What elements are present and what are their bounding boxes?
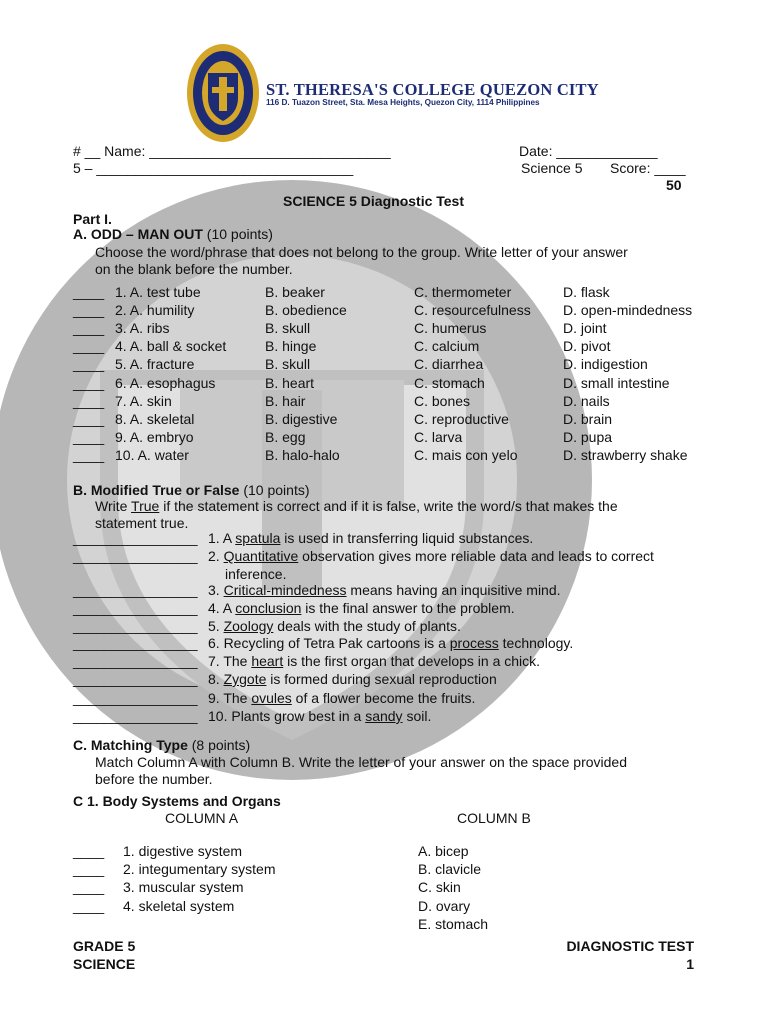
choice-b: B. skull xyxy=(265,356,311,373)
college-address: 116 D. Tuazon Street, Sta. Mesa Heights, Quezon City, 1114 Philippines xyxy=(266,98,540,107)
tf-statement: 3. Critical-mindedness means having an inquisitive mind. xyxy=(208,582,561,598)
choice-a: 8. A. skeletal xyxy=(115,410,195,427)
college-seal-logo xyxy=(186,43,260,143)
section-c-heading: C. Matching Type (8 points) xyxy=(73,737,251,753)
tf-statement: 7. The heart is the first organ that develops in a chick. xyxy=(208,653,541,669)
column-b-item: A. bicep xyxy=(418,843,469,859)
choice-d: D. open-mindedness xyxy=(563,302,693,319)
choice-a: 2. A. humility xyxy=(115,302,195,319)
footer-page-number: 1 xyxy=(686,956,694,972)
choice-a: 5. A. fracture xyxy=(115,356,195,373)
tf-item-2-continuation: inference. xyxy=(225,566,287,582)
section-a-instructions-1: Choose the word/phrase that does not belong to the group. Write letter of your answer xyxy=(95,244,628,260)
section-c-instructions-2: before the number. xyxy=(95,771,213,787)
answer-blank: ________________ xyxy=(73,618,198,634)
choice-c: C. reproductive xyxy=(414,410,509,427)
score-line: Score: ____ xyxy=(610,160,686,176)
footer-test-name: DIAGNOSTIC TEST xyxy=(566,938,694,954)
column-a-item: 4. skeletal system xyxy=(123,897,235,914)
column-b-label: COLUMN B xyxy=(457,810,531,826)
tf-statement: 10. Plants grow best in a sandy soil. xyxy=(208,708,432,724)
column-b-item: E. stomach xyxy=(418,915,489,932)
answer-blank: ________________ xyxy=(73,708,198,724)
choice-a: 6. A. esophagus xyxy=(115,374,216,391)
column-b-item: D. ovary xyxy=(418,897,471,914)
answer-blank: ________________ xyxy=(73,690,198,706)
choice-c: C. bones xyxy=(414,392,471,409)
choice-a: 9. A. embryo xyxy=(115,428,194,445)
choice-c: C. diarrhea xyxy=(414,356,484,373)
section-b-instructions-2: statement true. xyxy=(95,515,189,531)
choice-c: C. larva xyxy=(414,428,463,445)
answer-blank: ____ xyxy=(73,843,105,859)
choice-d: D. strawberry shake xyxy=(563,446,688,463)
choice-c: C. humerus xyxy=(414,320,487,337)
answer-blank: ____ xyxy=(73,861,105,878)
answer-blank: ________________ xyxy=(73,600,198,616)
tf-statement: 1. A spatula is used in transferring liquid substances. xyxy=(208,530,534,546)
choice-c: C. mais con yelo xyxy=(414,446,518,463)
section-c-instructions-1: Match Column A with Column B. Write the letter of your answer on the space provided xyxy=(95,754,627,770)
choice-d: D. small intestine xyxy=(563,374,670,391)
choice-a: 1. A. test tube xyxy=(115,284,201,300)
subject-label: Science 5 xyxy=(521,160,583,176)
answer-blank: ____ xyxy=(73,446,105,463)
answer-blank: ____ xyxy=(73,428,105,445)
answer-blank: ________________ xyxy=(73,635,198,651)
column-b-item: B. clavicle xyxy=(418,861,482,878)
choice-a: 7. A. skin xyxy=(115,392,172,409)
choice-d: D. pupa xyxy=(563,428,613,445)
column-a-item: 2. integumentary system xyxy=(123,861,276,878)
footer-subject: SCIENCE xyxy=(73,956,136,972)
tf-statement: 6. Recycling of Tetra Pak cartoons is a process technology. xyxy=(208,635,574,651)
answer-blank: ____ xyxy=(73,356,105,373)
choice-a: 10. A. water xyxy=(115,446,189,463)
name-line: # __ Name: _______________________________ xyxy=(73,143,391,159)
choice-d: D. joint xyxy=(563,320,607,337)
column-a-item: 3. muscular system xyxy=(123,879,244,896)
choice-c: C. calcium xyxy=(414,338,480,355)
answer-blank: ____ xyxy=(73,338,105,355)
answer-blank: ____ xyxy=(73,879,105,896)
answer-blank: ____ xyxy=(73,302,105,319)
choice-d: D. pivot xyxy=(563,338,611,355)
section-b-instructions-1: Write True if the statement is correct and if it is false, write the word/s that makes the xyxy=(95,498,618,514)
section-a-instructions-2: on the blank before the number. xyxy=(95,261,293,277)
choice-b: B. digestive xyxy=(265,410,338,427)
answer-blank: ____ xyxy=(73,392,105,409)
test-title: SCIENCE 5 Diagnostic Test xyxy=(283,193,465,209)
choice-d: D. nails xyxy=(563,392,610,409)
choice-a: 3. A. ribs xyxy=(115,320,170,337)
matching-subheading: C 1. Body Systems and Organs xyxy=(73,793,281,809)
choice-d: D. brain xyxy=(563,410,613,427)
footer-grade: GRADE 5 xyxy=(73,938,136,954)
choice-b: B. heart xyxy=(265,374,315,391)
answer-blank: ________________ xyxy=(73,530,198,546)
score-total: 50 xyxy=(666,177,682,193)
tf-statement: 8. Zygote is formed during sexual reproduction xyxy=(208,671,497,687)
choice-c: C. resourcefulness xyxy=(414,302,531,319)
tf-statement: 2. Quantitative observation gives more reliable data and leads to correct xyxy=(208,548,654,564)
answer-blank: ____ xyxy=(73,374,105,391)
answer-blank: ____ xyxy=(73,320,105,337)
choice-c: C. stomach xyxy=(414,374,485,391)
tf-statement: 5. Zoology deals with the study of plants. xyxy=(208,618,461,634)
choice-b: B. halo-halo xyxy=(265,446,340,463)
tf-statement: 4. A conclusion is the final answer to the problem. xyxy=(208,600,515,616)
date-line: Date: _____________ xyxy=(519,143,658,159)
choice-d: D. indigestion xyxy=(563,356,648,373)
answer-blank: ________________ xyxy=(73,548,198,564)
choice-b: B. obedience xyxy=(265,302,347,319)
answer-blank: ____ xyxy=(73,897,105,914)
college-name: ST. THERESA'S COLLEGE QUEZON CITY xyxy=(266,80,599,99)
choice-d: D. flask xyxy=(563,284,610,300)
choice-a: 4. A. ball & socket xyxy=(115,338,227,355)
choice-b: B. beaker xyxy=(265,284,325,300)
column-a-label: COLUMN A xyxy=(165,810,239,826)
section-b-heading: B. Modified True or False (10 points) xyxy=(73,482,310,498)
tf-statement: 9. The ovules of a flower become the fruits. xyxy=(208,690,476,706)
column-a-item: 1. digestive system xyxy=(123,843,243,859)
choice-b: B. hinge xyxy=(265,338,317,355)
answer-blank: ________________ xyxy=(73,671,198,687)
choice-b: B. hair xyxy=(265,392,306,409)
answer-blank: ____ xyxy=(73,284,105,300)
part-label: Part I. xyxy=(73,211,112,227)
choice-b: B. egg xyxy=(265,428,306,445)
answer-blank: ________________ xyxy=(73,582,198,598)
answer-blank: ____ xyxy=(73,410,105,427)
column-b-item: C. skin xyxy=(418,879,461,896)
answer-blank: ________________ xyxy=(73,653,198,669)
section-line: 5 – _________________________________ xyxy=(73,160,354,176)
choice-b: B. skull xyxy=(265,320,311,337)
section-a-heading: A. ODD – MAN OUT (10 points) xyxy=(73,226,273,242)
choice-c: C. thermometer xyxy=(414,284,512,300)
